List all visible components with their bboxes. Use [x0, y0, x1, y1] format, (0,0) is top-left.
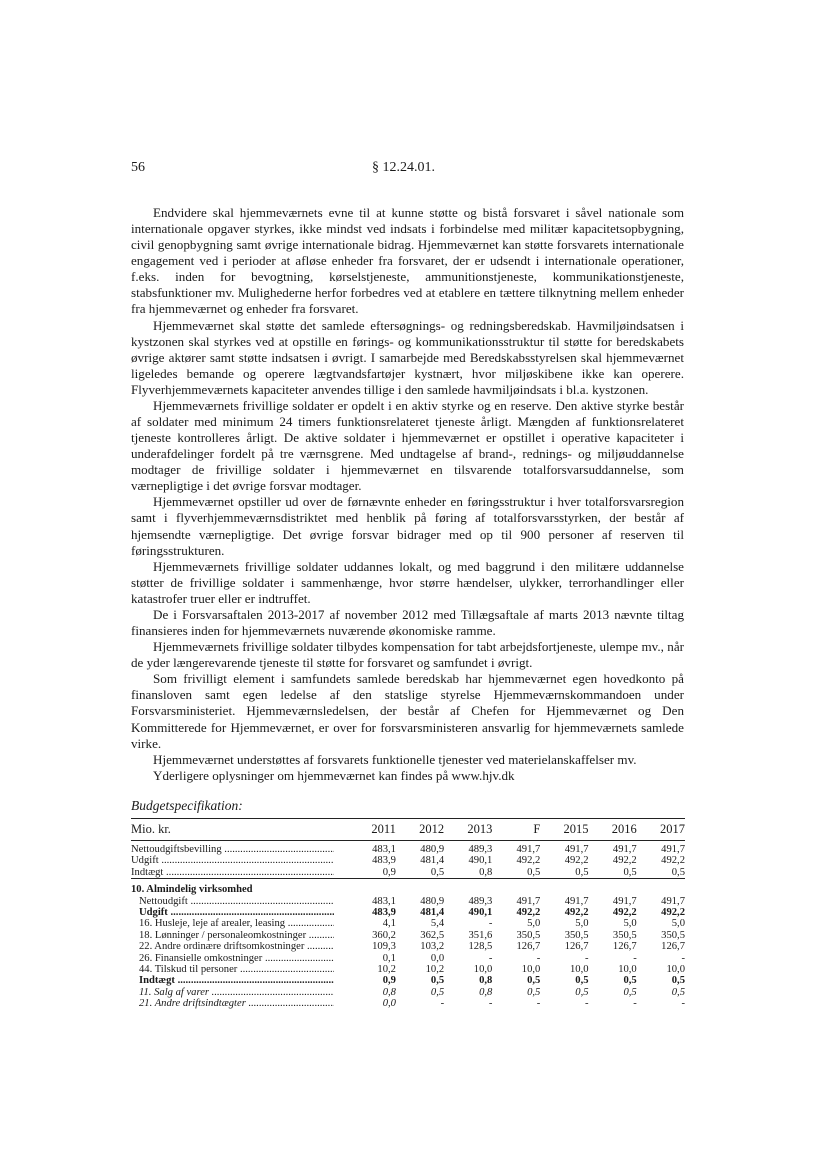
- header-year: 2017: [660, 821, 685, 836]
- budget-table: [131, 818, 685, 1010]
- budget-title: Budgetspecifikation:: [131, 798, 243, 813]
- row-value: -: [633, 952, 637, 964]
- row-value: 103,2: [420, 941, 445, 953]
- row-value: 491,7: [564, 895, 589, 907]
- row-value: 0,5: [623, 866, 637, 878]
- row-value: 492,2: [612, 855, 637, 867]
- row-value: 10,2: [377, 964, 396, 976]
- header-year: 2013: [467, 821, 493, 836]
- budget-row: [131, 841, 685, 856]
- page-number: 56: [131, 160, 145, 175]
- section-header: § 12.24.01.: [372, 160, 435, 175]
- budget-section: [131, 879, 685, 1010]
- row-value: -: [488, 952, 493, 964]
- row-value: 0,5: [430, 866, 445, 878]
- paragraph-materiel-support: Hjemmeværnet understøttes af forsvarets funktionelle tjenester ved materielanskaffelser mv.: [153, 751, 637, 767]
- row-value: 491,7: [661, 895, 685, 907]
- row-value: 362,5: [420, 929, 445, 941]
- row-value: -: [440, 998, 445, 1010]
- header-year: F: [533, 821, 541, 836]
- row-value: 492,2: [516, 907, 541, 919]
- row-label-text: Nettoudgiftsbevilling .....: [131, 844, 334, 855]
- row-value: 491,7: [516, 895, 541, 907]
- row-label: [131, 896, 348, 907]
- row-label: [131, 987, 348, 998]
- budget-row: [131, 941, 685, 952]
- row-value: 0,9: [382, 975, 396, 987]
- budget-summary: [131, 841, 685, 879]
- row-value: 0,5: [575, 986, 589, 998]
- section-heading: 10. Almindelig virksomhed: [131, 884, 253, 896]
- row-value: 492,2: [564, 907, 589, 919]
- row-value: 126,7: [516, 941, 541, 953]
- section-heading-row: [131, 879, 685, 896]
- row-value: 490,1: [468, 855, 493, 867]
- row-value: 10,0: [569, 964, 589, 976]
- paragraph-organisation: Som frivilligt element i samfundets samlede beredskab har hjemmeværnet egen hovedkonto på finansloven samt egen ledelse af den statslige styrelse Hjemmeværnskommandoen under Forsvarsministeriet. Hjemmeværnsledelsen, der består af Chefen for Hjemmeværnet og Den Kommitterede for Hjemmeværnet, er over for forsvarsministeren ansvarlig for hjemmeværnets samlede virke.: [131, 671, 684, 751]
- row-label: [131, 907, 348, 918]
- row-value: 5,0: [575, 918, 589, 930]
- row-value: 0,5: [671, 986, 685, 998]
- body-text: [131, 205, 684, 784]
- row-value: 492,2: [661, 907, 685, 919]
- header-unit: Mio. kr.: [131, 821, 171, 836]
- row-value: -: [536, 998, 541, 1010]
- row-label-text: 18. Lønninger / personaleomkostninger .....: [139, 930, 334, 941]
- row-label: [131, 998, 348, 1009]
- row-value: 492,2: [612, 907, 637, 919]
- budget-row: [131, 987, 685, 998]
- row-value: 0,5: [575, 866, 589, 878]
- row-value: 0,5: [671, 975, 685, 987]
- budget-row: [131, 896, 685, 907]
- row-value: -: [536, 952, 541, 964]
- header-year: 2016: [611, 821, 637, 836]
- row-value: 350,5: [516, 929, 541, 941]
- header-year: 2012: [419, 821, 445, 836]
- row-value: 481,4: [420, 855, 445, 867]
- paragraph-rescue-preparedness: Hjemmeværnet skal støtte det samlede eftersøgnings- og redningsberedskab. Havmiljøindsatsen i kystzonen skal styrkes ved at opstille en førings- og kommunikationsstruktur til støtte for beredskabets øvrige aktører samt støtte indsatsen i øvrigt. I samarbejde med Beredskabsstyrelsen skal hjemmeværnet ligeledes bemande og operere lægtvandsfartøjer kystnært, hvor miljøskibene ikke kan operere. Flyverhjemmeværnets kapaciteter anvendes tillige i den samlede havmiljøindsats i bl.a. kystzonen.: [131, 317, 684, 397]
- row-label: [131, 867, 348, 879]
- row-value: 126,7: [612, 941, 637, 953]
- budget-row: [131, 867, 685, 879]
- row-label-text: 22. Andre ordinære driftsomkostninger .....: [139, 941, 334, 952]
- row-value: 0,1: [382, 952, 396, 964]
- budget-row: [131, 918, 685, 929]
- row-label-text: Nettoudgift .....: [139, 896, 334, 907]
- row-label: [131, 930, 348, 941]
- row-label-text: Udgift .....: [139, 907, 334, 918]
- row-value: 0,8: [382, 986, 396, 998]
- row-label-text: Indtægt .....: [139, 975, 334, 986]
- row-label: [131, 953, 348, 964]
- row-value: 4,1: [382, 918, 396, 930]
- row-value: 10,0: [618, 964, 637, 976]
- paragraph-international-support: Endvidere skal hjemmeværnets evne til at kunne støtte og bistå forsvaret i såvel nationale som internationale opgaver styrkes, ikke mindst ved indsats i forbindelse med militær kapacitetsopbygning, civil genopbygning samt øvrige internationale bidrag. Hjemmeværnet kan støtte forsvarets internationale engagement ved i perioder at afløse enheder fra forsvaret, der er udsendt i internationale operationer, f.eks. inden for bevogtning, kørselstjeneste, ammunitionstjeneste, kommunikationstjeneste, stabsfunktioner mv. Mulighederne herfor forbedres ved at etablere en tættere tilknytning mellem enheder fra hjemmeværnet og enheder fra forsvaret.: [131, 205, 684, 317]
- row-value: 0,8: [479, 975, 493, 987]
- paragraph-compensation: Hjemmeværnets frivillige soldater tilbydes kompensation for tabt arbejdsfortjeneste, ulempe mv., når de yder længerevarende tjeneste til støtte for forsvaret og samfundet i øvrigt.: [131, 639, 684, 671]
- budget-row: [131, 998, 685, 1009]
- row-value: 480,9: [420, 895, 445, 907]
- row-label-text: 44. Tilskud til personer .....: [139, 964, 334, 975]
- row-value: 351,6: [468, 929, 493, 941]
- row-label: [131, 918, 348, 929]
- row-value: 5,0: [671, 918, 685, 930]
- row-label-text: 26. Finansielle omkostninger .....: [139, 953, 334, 964]
- row-value: 489,3: [468, 895, 493, 907]
- row-value: 0,5: [527, 975, 541, 987]
- paragraph-defence-agreement: De i Forsvarsaftalen 2013-2017 af november 2012 med Tillægsaftale af marts 2013 nævnte tiltag finansieres inden for hjemmeværnets nuværende økonomiske ramme.: [131, 606, 684, 639]
- row-label: [131, 964, 348, 975]
- row-value: 491,7: [564, 844, 589, 855]
- row-value: 0,0: [430, 952, 445, 964]
- row-value: 491,7: [612, 844, 637, 855]
- row-value: 126,7: [564, 941, 589, 953]
- budget-row: [131, 855, 685, 866]
- row-value: 492,2: [516, 855, 541, 867]
- row-value: 10,0: [521, 964, 541, 976]
- row-value: 350,5: [661, 929, 685, 941]
- row-value: 483,9: [372, 907, 396, 919]
- row-value: 0,5: [575, 975, 589, 987]
- paragraph-local-training: Hjemmeværnets frivillige soldater uddannes lokalt, og med baggrund i den militære uddannelse støtter de frivillige soldater i sammenhænge, hvor større hændelser, ulykker, terrorhandlinger eller katastrofer truer eller er indtruffet.: [131, 558, 684, 606]
- row-value: 490,1: [468, 907, 493, 919]
- paragraph-command-structure: Hjemmeværnet opstiller ud over de førnævnte enheder en føringsstruktur i hver totalforsvarsregion samt i flyverhjemmeværnsdistriktet med henblik på føring af totalforsvarsstyrken, der består af hjemsendte værnepligtige. Det øvrige forsvar bidrager med op til 900 personer af reserven til føringsstrukturen.: [131, 494, 684, 558]
- row-value: -: [585, 952, 589, 964]
- paragraph-more-info: Yderligere oplysninger om hjemmeværnet kan findes på www.hjv.dk: [153, 767, 515, 783]
- row-label-text: Indtægt .....: [131, 867, 334, 878]
- row-value: 128,5: [468, 941, 493, 953]
- row-value: 360,2: [372, 929, 396, 941]
- row-value: 0,5: [527, 986, 541, 998]
- budget-row: [131, 930, 685, 941]
- row-label: [131, 941, 348, 952]
- row-value: 480,9: [420, 844, 445, 855]
- row-value: -: [585, 998, 589, 1010]
- row-value: -: [488, 918, 493, 930]
- row-value: 109,3: [372, 941, 396, 953]
- row-value: 0,0: [382, 998, 396, 1010]
- row-value: 5,4: [430, 918, 445, 930]
- row-label: [131, 841, 348, 856]
- row-value: 10,0: [666, 964, 685, 976]
- row-value: 350,5: [564, 929, 589, 941]
- row-value: 0,5: [430, 975, 445, 987]
- header-year: 2011: [371, 821, 396, 836]
- budget-row: [131, 964, 685, 975]
- row-value: 0,5: [430, 986, 445, 998]
- row-value: 0,9: [382, 866, 396, 878]
- budget-row: [131, 975, 685, 986]
- row-label-text: 11. Salg af varer .....: [139, 987, 334, 998]
- row-value: -: [488, 998, 493, 1010]
- row-value: 483,1: [372, 844, 396, 855]
- row-label-text: Udgift .....: [131, 855, 334, 866]
- row-value: 491,7: [516, 844, 541, 855]
- budget-row: [131, 953, 685, 964]
- paragraph-volunteer-soldiers: Hjemmeværnets frivillige soldater er opdelt i en aktiv styrke og en reserve. Den aktive styrke består af soldater med minimum 24 timers funktionsrelateret tjeneste årligt. Mængden af funktionsrelateret tjeneste kontrolleres årligt. De aktive soldater i hjemmeværnet er opstillet i operative kapaciteter i underafdelinger fordelt på tre værnsgrene. Med undtagelse af brand-, rednings- og miljøuddannelse modtager de frivillige soldater i hjemmeværnet en tilsvarende totalforsvarsuddannelse, som værnepligtige i det øvrige forsvar modtager.: [131, 397, 684, 494]
- row-label-text: 16. Husleje, leje af arealer, leasing .....: [139, 918, 334, 929]
- budget-row: [131, 907, 685, 918]
- row-value: 481,4: [420, 907, 445, 919]
- row-value: 483,9: [372, 855, 396, 867]
- row-value: 0,8: [479, 986, 493, 998]
- row-value: 492,2: [564, 855, 589, 867]
- row-value: 5,0: [527, 918, 541, 930]
- row-value: 10,0: [473, 964, 493, 976]
- row-value: 492,2: [661, 855, 685, 867]
- row-value: -: [681, 998, 685, 1010]
- row-value: 126,7: [661, 941, 685, 953]
- row-label: [131, 975, 348, 986]
- row-value: 0,5: [527, 866, 541, 878]
- header-year: 2015: [563, 821, 589, 836]
- row-value: 0,5: [623, 986, 637, 998]
- row-value: 10,2: [425, 964, 445, 976]
- row-value: 489,3: [468, 844, 493, 855]
- row-label: [131, 855, 348, 866]
- row-value: -: [633, 998, 637, 1010]
- budget-header-row: [131, 819, 685, 841]
- row-label-text: 21. Andre driftsindtægter .....: [139, 998, 334, 1009]
- row-value: 5,0: [623, 918, 637, 930]
- row-value: 0,5: [671, 866, 685, 878]
- row-value: 491,7: [661, 844, 685, 855]
- row-value: 491,7: [612, 895, 637, 907]
- row-value: 483,1: [372, 895, 396, 907]
- row-value: 0,8: [479, 866, 493, 878]
- row-value: 350,5: [612, 929, 637, 941]
- row-value: 0,5: [623, 975, 637, 987]
- row-value: -: [681, 952, 685, 964]
